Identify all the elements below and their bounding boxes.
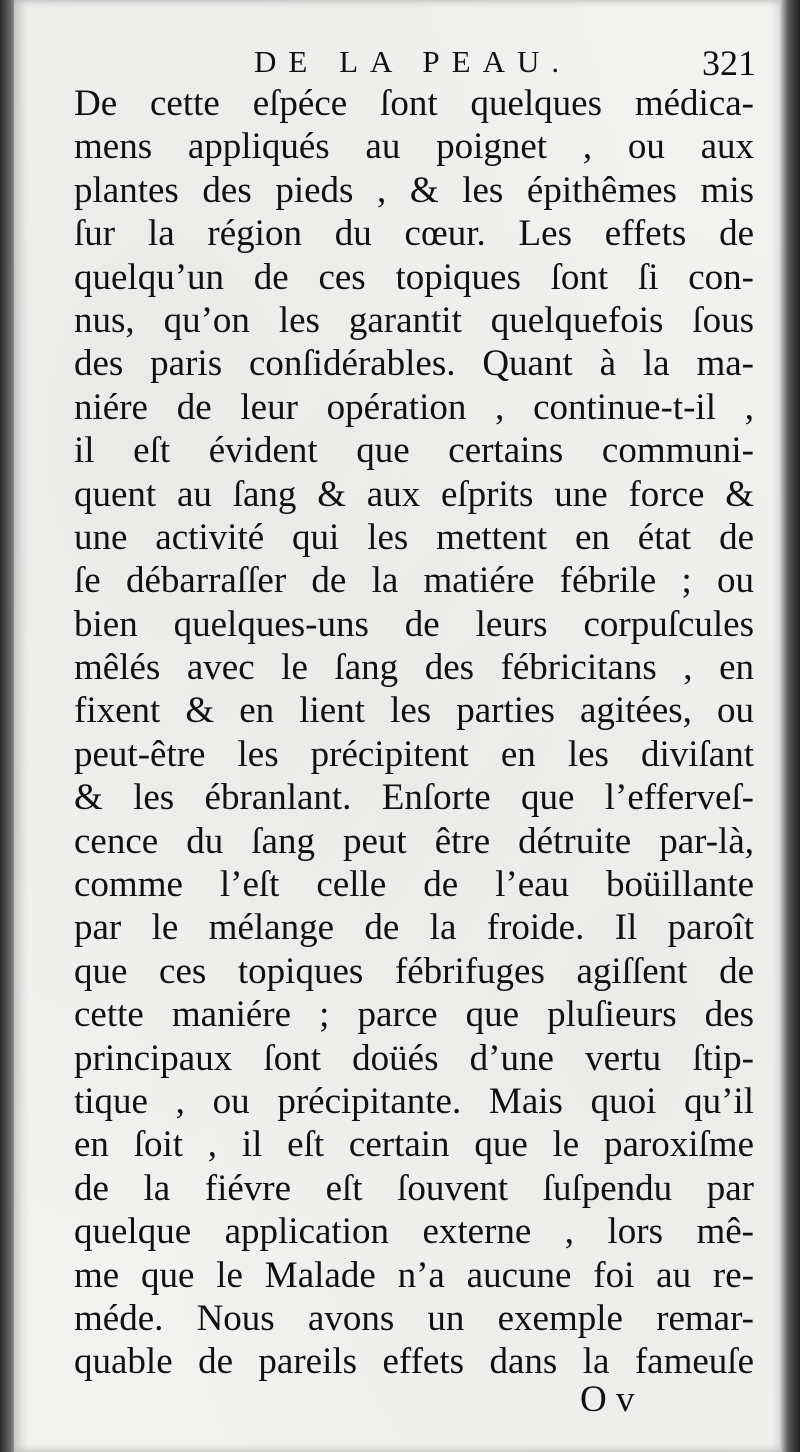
text-line: en ſoit , il eſt certain que le paroxiſme bbox=[74, 1124, 754, 1166]
text-line: quable de pareils effets dans la fameuſe bbox=[74, 1341, 754, 1383]
text-line: des paris conſidérables. Quant à la ma- bbox=[74, 343, 754, 385]
text-line: plantes des pieds , & les épithêmes mis bbox=[74, 169, 754, 211]
text-line: mens appliqués au poignet , ou aux bbox=[74, 126, 754, 168]
book-page bbox=[14, 0, 782, 1452]
text-line: mêlés avec le ſang des fébricitans , en bbox=[74, 647, 754, 689]
body-text bbox=[74, 82, 754, 1384]
text-line: cette maniére ; parce que pluſieurs des bbox=[74, 994, 754, 1036]
text-line: de la fiévre eſt ſouvent ſuſpendu par bbox=[74, 1167, 754, 1209]
catchword: O v bbox=[580, 1379, 635, 1420]
text-line: tique , ou précipitante. Mais quoi qu’il bbox=[74, 1080, 754, 1122]
text-line: quelqu’un de ces topiques ſont ſi con- bbox=[74, 256, 754, 298]
text-line: que ces topiques fébrifuges agiſſent de bbox=[74, 950, 754, 992]
text-line: méde. Nous avons un exemple remar- bbox=[74, 1297, 754, 1339]
text-line: & les ébranlant. Enſorte que l’efferveſ- bbox=[74, 777, 754, 819]
text-line: peut-être les précipitent en les diviſant bbox=[74, 733, 754, 775]
text-line: me que le Malade n’a aucune foi au re- bbox=[74, 1254, 754, 1296]
running-title: DE LA PEAU. bbox=[254, 44, 572, 79]
text-line: ſe débarraſſer de la matiére fébrile ; ou bbox=[74, 560, 754, 602]
text-line: ſur la région du cœur. Les effets de bbox=[74, 213, 754, 255]
text-line: il eſt évident que certains communi- bbox=[74, 430, 754, 472]
page-number: 321 bbox=[702, 43, 756, 83]
text-line: bien quelques-uns de leurs corpuſcules bbox=[74, 603, 754, 645]
text-line: quent au ſang & aux eſprits une force & bbox=[74, 473, 754, 515]
text-line: une activité qui les mettent en état de bbox=[74, 516, 754, 558]
text-line: principaux ſont doüés d’une vertu ſtip- bbox=[74, 1037, 754, 1079]
text-line: quelque application externe , lors mê- bbox=[74, 1211, 754, 1253]
text-line: fixent & en lient les parties agitées, ou bbox=[74, 690, 754, 732]
text-line: nus, qu’on les garantit quelquefois ſous bbox=[74, 299, 754, 341]
text-line: comme l’eſt celle de l’eau boüillante bbox=[74, 864, 754, 906]
text-line: par le mélange de la froide. Il paroît bbox=[74, 907, 754, 949]
text-line: niére de leur opération , continue-t-il , bbox=[74, 386, 754, 428]
scan-edge-right bbox=[780, 0, 800, 1452]
text-line: De cette eſpéce ſont quelques médica- bbox=[74, 83, 754, 124]
text-line: cence du ſang peut être détruite par-là, bbox=[74, 820, 754, 862]
